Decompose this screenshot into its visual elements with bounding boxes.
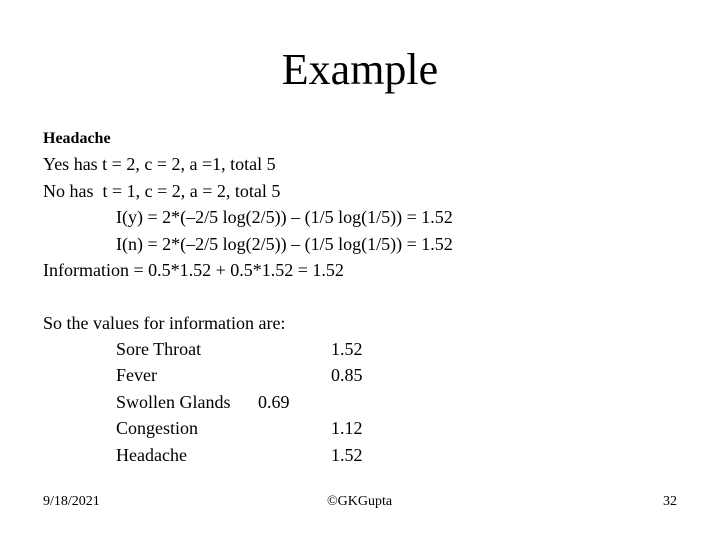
footer-date: 9/18/2021 xyxy=(43,494,100,509)
value-name-swollen-glands: Swollen Glands xyxy=(116,392,231,412)
no-counts-line: No has t = 1, c = 2, a = 2, total 5 xyxy=(43,181,281,201)
info-yes-formula: I(y) = 2*(–2/5 log(2/5)) – (1/5 log(1/5)) = 1.52 xyxy=(116,207,453,227)
value-swollen-glands: 0.69 xyxy=(258,392,290,412)
value-name-headache: Headache xyxy=(116,445,187,465)
footer-page-number: 32 xyxy=(663,494,677,509)
section-label: Headache xyxy=(43,130,111,147)
info-no-formula: I(n) = 2*(–2/5 log(2/5)) – (1/5 log(1/5)) = 1.52 xyxy=(116,234,453,254)
value-congestion: 1.12 xyxy=(331,418,363,438)
value-name-fever: Fever xyxy=(116,365,157,385)
value-headache: 1.52 xyxy=(331,445,363,465)
values-intro: So the values for information are: xyxy=(43,313,286,333)
yes-counts-line: Yes has t = 2, c = 2, a =1, total 5 xyxy=(43,154,276,174)
information-total-line: Information = 0.5*1.52 + 0.5*1.52 = 1.52 xyxy=(43,260,344,280)
footer-author: ©GKGupta xyxy=(327,494,393,509)
value-fever: 0.85 xyxy=(331,365,363,385)
value-sore-throat: 1.52 xyxy=(331,339,363,359)
value-name-congestion: Congestion xyxy=(116,418,199,438)
value-name-sore-throat: Sore Throat xyxy=(116,339,202,359)
slide-title: Example xyxy=(281,45,439,94)
